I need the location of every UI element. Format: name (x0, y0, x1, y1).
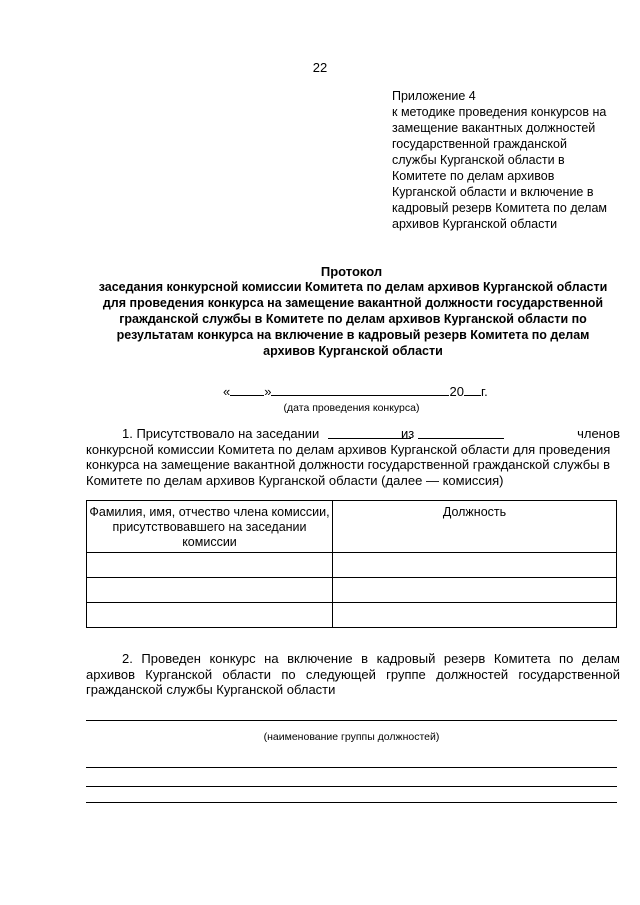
subtitle-line: заседания конкурсной комиссии Комитета по делам архивов Курганской области (98, 280, 608, 294)
appendix-line: к методике проведения конкурсов на (392, 105, 607, 119)
table-cell[interactable] (87, 578, 333, 603)
table-row (87, 578, 617, 603)
table-cell[interactable] (333, 578, 617, 603)
table-row (87, 603, 617, 628)
appendix-line: государственной гражданской (392, 137, 567, 151)
section1-part-c: членов (577, 426, 620, 441)
appendix-line: замещение вакантных должностей (392, 121, 596, 135)
table-row (87, 553, 617, 578)
blank-rule[interactable] (86, 802, 617, 803)
appendix-line: Курганской области и включение в (392, 185, 594, 199)
appendix-line: Комитете по делам архивов (392, 169, 555, 183)
section1-paragraph (86, 426, 620, 488)
section2-paragraph (86, 651, 620, 698)
appendix-line: архивов Курганской области (392, 217, 558, 231)
section1-part-a: 1. Присутствовало на заседании (122, 426, 320, 441)
header-position: Должность (333, 501, 617, 553)
section2-line: гражданской службы Курганской области (86, 682, 336, 697)
section2-line: 2. Проведен конкурс на включение в кадровый резерв Комитета по делам (122, 651, 620, 666)
date-close-quote: » (264, 384, 272, 399)
section1-line: конкурсной комиссии Комитета по делам архивов Курганской области для проведения (86, 441, 611, 457)
appendix-line: кадровый резерв Комитета по делам (392, 201, 608, 215)
year-prefix: 20 (449, 384, 464, 399)
section1-first-line (86, 426, 620, 442)
table-cell[interactable] (333, 603, 617, 628)
members-table (86, 500, 617, 628)
section2-line: архивов Курганской области по следующей группе должностей государственной (86, 666, 620, 682)
present-count-blank[interactable] (328, 427, 411, 439)
section1-part-b: из (401, 426, 415, 441)
protocol-title: Протокол (320, 264, 383, 279)
position-group-rule[interactable] (86, 720, 617, 721)
table-cell[interactable] (87, 603, 333, 628)
total-count-blank[interactable] (418, 427, 504, 439)
appendix-line: Приложение 4 (392, 89, 476, 103)
header-fullname: Фамилия, имя, отчество члена комиссии, присутствовавшего на заседании комиссии (87, 501, 333, 553)
blank-rule[interactable] (86, 767, 617, 768)
table-cell[interactable] (333, 553, 617, 578)
subtitle-line: результатам конкурса на включение в кадровый резерв Комитета по делам (116, 328, 590, 342)
section1-line: Комитете по делам архивов Курганской области (далее — комиссия) (86, 472, 504, 488)
subtitle-line: гражданской службы в Комитете по делам архивов Курганской области по (119, 312, 587, 326)
page-number: 22 (312, 60, 328, 75)
blank-rule[interactable] (86, 786, 617, 787)
date-open-quote: « (223, 384, 231, 399)
subtitle-line: для проведения конкурса на замещение вакантной должности государственной (102, 296, 604, 310)
position-group-caption: (наименование группы должностей) (263, 731, 440, 743)
month-blank[interactable] (271, 384, 449, 396)
subtitle-line: архивов Курганской области (263, 344, 443, 358)
appendix-line: службы Курганской области в (392, 153, 565, 167)
table-header-row (87, 501, 617, 553)
date-line (223, 384, 488, 399)
appendix-header (392, 88, 627, 232)
year-suffix: г. (480, 384, 488, 399)
protocol-subtitle (82, 279, 624, 359)
day-blank[interactable] (230, 384, 264, 396)
section1-line: конкурса на замещение вакантной должности государственной гражданской службы в (86, 457, 611, 472)
year-blank[interactable] (464, 384, 481, 396)
date-caption: (дата проведения конкурса) (283, 402, 420, 414)
table-cell[interactable] (87, 553, 333, 578)
